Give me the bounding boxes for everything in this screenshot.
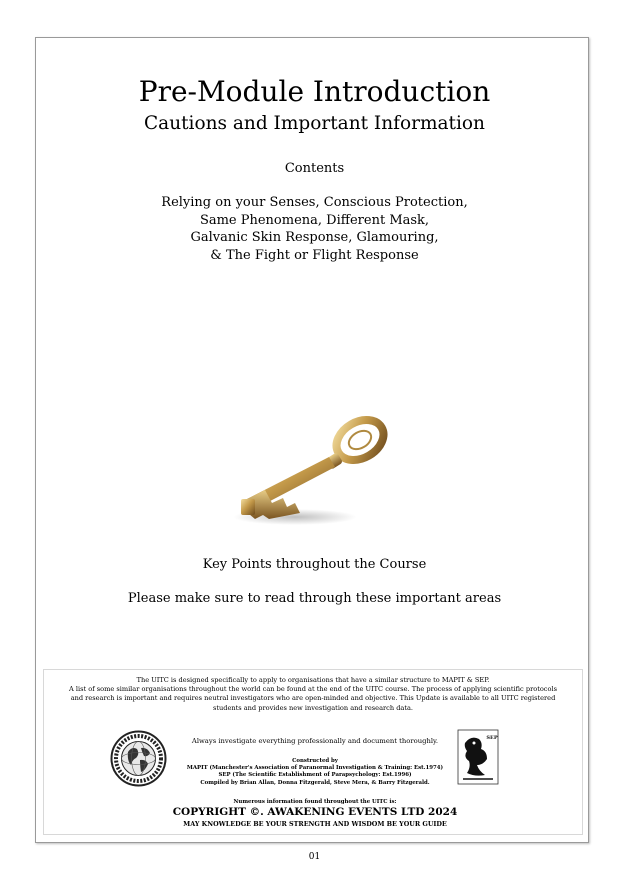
disclaimer-line: A list of some similar organisations throughout the world can be found at the end of the UITC course. The process of applying scientific protocols [69, 685, 557, 694]
disclaimer-line: and research is important and requires neutral investigators who are open-minded and objective. This Update is available to all UITC registered [70, 694, 556, 703]
constructed-line: MAPIT (Manchester's Association of Paranormal Investigation & Training: Est.1974) [186, 765, 444, 772]
constructed-line: Constructed by [292, 758, 338, 764]
contents-line: Relying on your Senses, Conscious Protection, [161, 195, 468, 210]
page-number: 01 [308, 852, 321, 862]
contents-line: Galvanic Skin Response, Glamouring, [190, 230, 439, 245]
contents-heading: Contents [284, 161, 345, 176]
key-icon [225, 415, 395, 530]
constructed-line: Compiled by Brian Allan, Donna Fitzgerald, Steve Mera, & Barry Fitzgerald. [200, 779, 430, 786]
copyright-text: COPYRIGHT ©. AWAKENING EVENTS LTD 2024 [172, 806, 458, 818]
constructed-line: SEP (The Scientific Establishment of Parapsychology: Est.1996) [218, 772, 412, 779]
page-subtitle: Cautions and Important Information [144, 113, 485, 134]
sep-logo-icon [457, 729, 499, 785]
sep-logo-text: SEP [486, 735, 498, 741]
investigate-note: Always investigate everything professionally and document thoroughly. [191, 737, 439, 745]
contents-line: & The Fight or Flight Response [210, 247, 419, 263]
key-points-text: Key Points throughout the Course [202, 557, 427, 572]
disclaimer-line: students and provides new investigation and research data. [212, 703, 414, 712]
contents-list [0, 194, 629, 264]
numerous-note: Numerous information found throughout the UITC is: [233, 799, 397, 805]
contents-line: Same Phenomena, Different Mask, [199, 212, 430, 228]
footer-disclaimer [48, 676, 578, 713]
page-title: Pre-Module Introduction [138, 75, 491, 108]
constructed-by [150, 758, 480, 787]
read-through-text: Please make sure to read through these important areas [127, 591, 502, 606]
disclaimer-line: The UITC is designed specifically to apply to organisations that have a similar structure to MAPIT & SEP. [136, 676, 490, 684]
motto-text: MAY KNOWLEDGE BE YOUR STRENGTH AND WISDOM BE YOUR GUIDE [183, 820, 447, 828]
